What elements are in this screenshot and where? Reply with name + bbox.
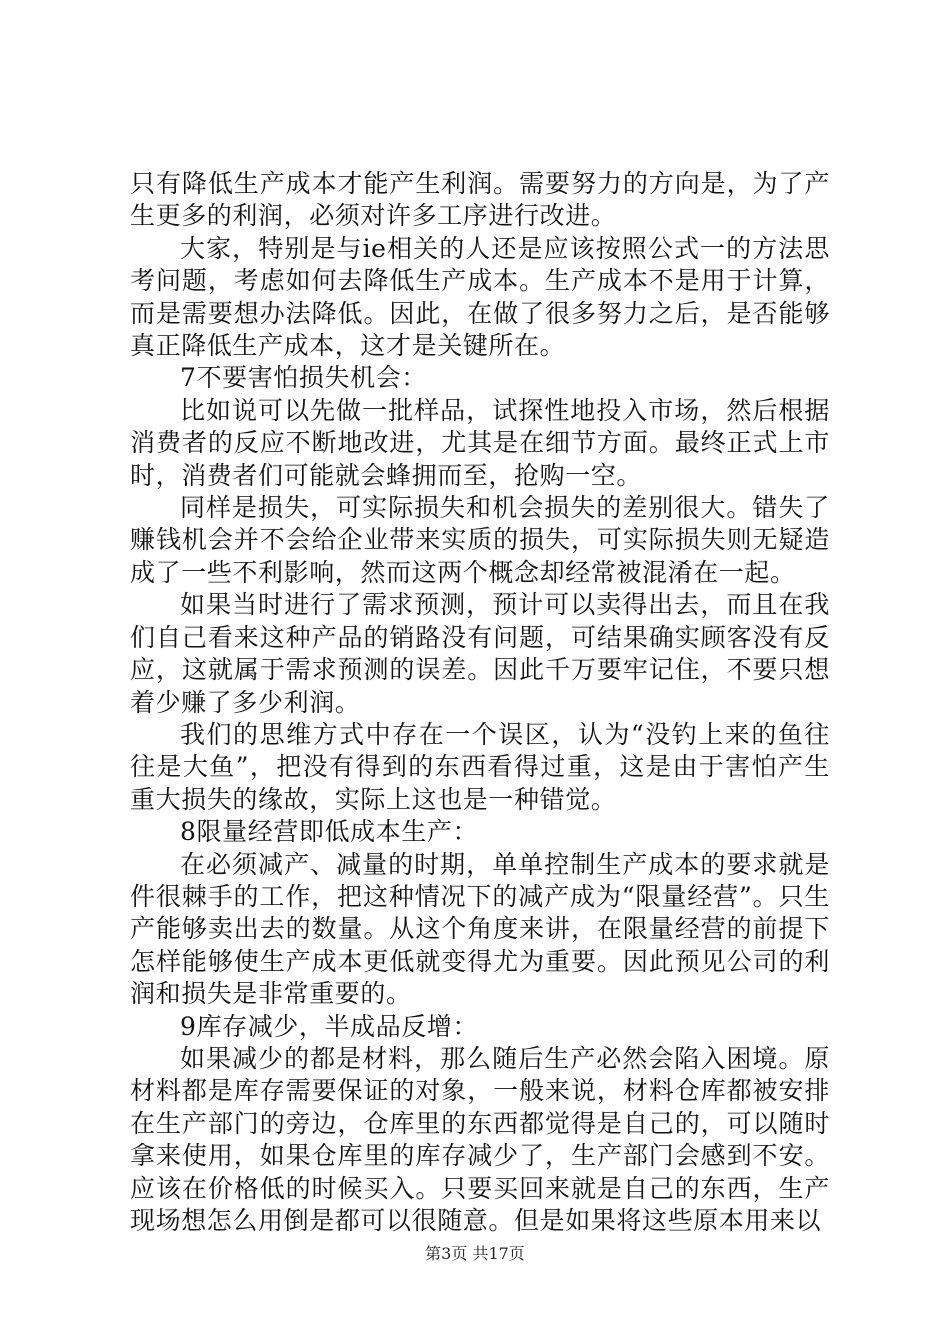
page-footer: 第3页 共17页 [425, 1244, 525, 1263]
section-heading: 9库存减少，半成品反增： [180, 1011, 479, 1041]
paragraph: 在必须减产、减量的时期，单单控制生产成本的要求就是件很棘手的工作，把这种情况下的减产成为“限量经营”。只生产能够卖出去的数量。从这个角度来讲，在限量经营的前提下怎样能够使生产成本更低就变得尤为重要。因此预见公司的利润和损失是非常重要的。 [130, 849, 830, 1009]
paragraph: 如果减少的都是材料，那么随后生产必然会陷入困境。原材料都是库存需要保证的对象，一般来说，材料仓库都被安排在生产部门的旁边，仓库里的东西都觉得是自己的，可以随时拿来使用，如果仓库里的库存减少了，生产部门会感到不安。应该在价格低的时候买入。只要买回来就是自己的东西，生产现场想怎么用倒是都可以很随意。但是如果将这些原本用来以 [130, 1043, 830, 1235]
section-heading: 8限量经营即低成本生产： [180, 817, 479, 847]
paragraph: 如果当时进行了需求预测，预计可以卖得出去，而且在我们自己看来这种产品的销路没有问题，可结果确实顾客没有反应，这就属于需求预测的误差。因此千万要牢记住，不要只想着少赚了多少利润。 [130, 590, 830, 717]
document-body [130, 168, 830, 1237]
section-heading: 7不要害怕损失机会： [180, 363, 427, 393]
paragraph: 我们的思维方式中存在一个误区，认为“没钓上来的鱼往往是大鱼”，把没有得到的东西看得过重，这是由于害怕产生重大损失的缘故，实际上这也是一种错觉。 [130, 719, 830, 814]
paragraph: 同样是损失，可实际损失和机会损失的差别很大。错失了赚钱机会并不会给企业带来实质的损失，可实际损失则无疑造成了一些不利影响，然而这两个概念却经常被混淆在一起。 [130, 493, 830, 587]
paragraph: 比如说可以先做一批样品，试探性地投入市场，然后根据消费者的反应不断地改进，尤其是在细节方面。最终正式上市时，消费者们可能就会蜂拥而至，抢购一空。 [130, 395, 830, 490]
paragraph: 大家，特别是与ie相关的人还是应该按照公式一的方法思考问题，考虑如何去降低生产成本。生产成本不是用于计算，而是需要想办法降低。因此，在做了很多努力之后，是否能够真正降低生产成本，这才是关键所在。 [130, 233, 830, 361]
paragraph: 只有降低生产成本才能产生利润。需要努力的方向是，为了产生更多的利润，必须对许多工序进行改进。 [130, 169, 830, 231]
